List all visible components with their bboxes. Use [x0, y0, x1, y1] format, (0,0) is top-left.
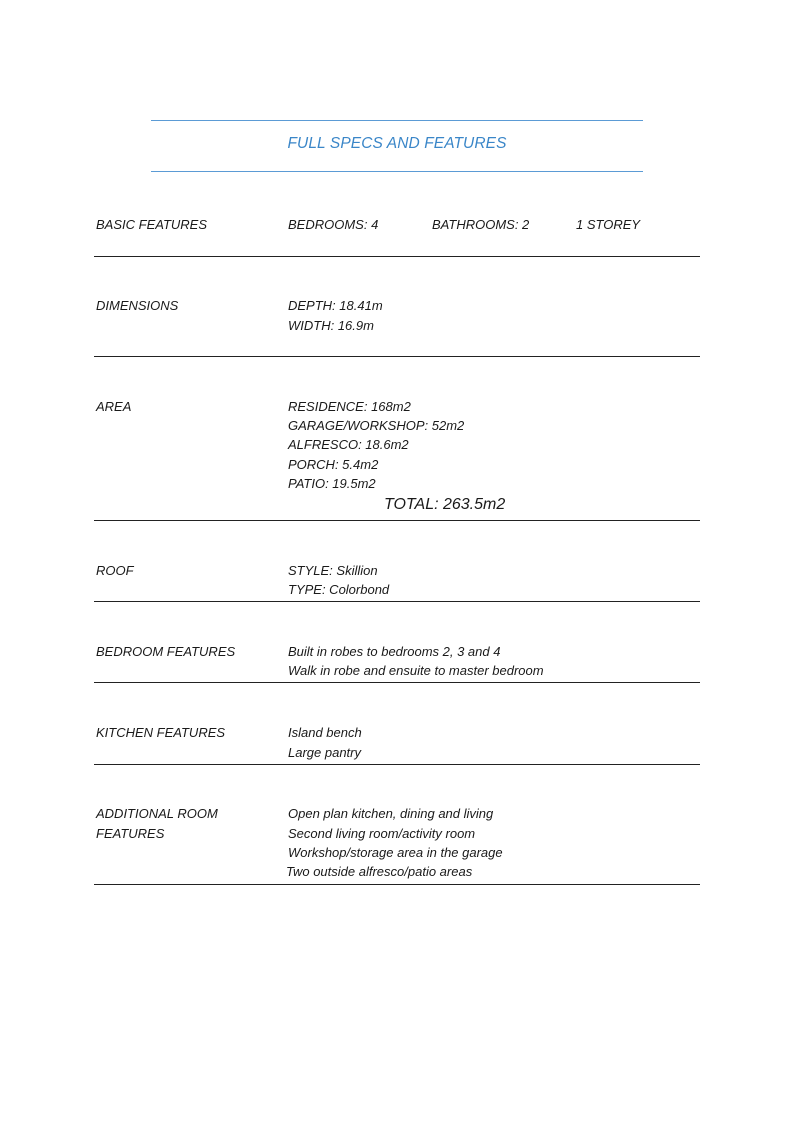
area-label: AREA	[96, 399, 132, 414]
bathrooms-value: BATHROOMS: 2	[432, 217, 530, 232]
area-total: TOTAL: 263.5m2	[384, 496, 506, 513]
kitchen-features-label: KITCHEN FEATURES	[96, 725, 226, 740]
bedroom-features-line: Built in robes to bedrooms 2, 3 and 4	[288, 644, 501, 659]
area-line: PORCH: 5.4m2	[288, 457, 379, 472]
section-divider	[94, 601, 700, 602]
additional-features-line: Workshop/storage area in the garage	[288, 845, 503, 860]
area-line: RESIDENCE: 168m2	[288, 399, 411, 414]
bedroom-features-label: BEDROOM FEATURES	[96, 644, 236, 659]
additional-features-line: Second living room/activity room	[288, 826, 476, 841]
section-divider	[94, 682, 700, 683]
roof-label: ROOF	[96, 563, 134, 578]
dimensions-line: DEPTH: 18.41m	[288, 298, 383, 313]
area-line: ALFRESCO: 18.6m2	[288, 437, 409, 452]
bedroom-features-line: Walk in robe and ensuite to master bedroom	[288, 663, 544, 678]
dimensions-label: DIMENSIONS	[96, 298, 179, 313]
roof-line: TYPE: Colorbond	[288, 582, 390, 597]
area-line: GARAGE/WORKSHOP: 52m2	[288, 418, 465, 433]
storey-value: 1 STOREY	[576, 217, 641, 232]
section-divider	[94, 520, 700, 521]
additional-features-line: Open plan kitchen, dining and living	[288, 806, 494, 821]
section-divider	[94, 356, 700, 357]
kitchen-features-line: Island bench	[288, 725, 362, 740]
section-divider	[94, 764, 700, 765]
section-divider	[94, 256, 700, 257]
title-bottom-rule	[151, 171, 643, 172]
roof-line: STYLE: Skillion	[288, 563, 378, 578]
additional-features-label: ADDITIONAL ROOM	[96, 806, 218, 821]
additional-features-label: FEATURES	[96, 826, 165, 841]
section-divider	[94, 884, 700, 885]
basic-features-label: BASIC FEATURES	[96, 217, 208, 232]
additional-features-line: Two outside alfresco/patio areas	[286, 864, 473, 879]
area-line: PATIO: 19.5m2	[288, 476, 376, 491]
bedrooms-value: BEDROOMS: 4	[288, 217, 379, 232]
kitchen-features-line: Large pantry	[288, 745, 361, 760]
dimensions-line: WIDTH: 16.9m	[288, 318, 374, 333]
page-title: FULL SPECS AND FEATURES	[287, 135, 507, 152]
title-top-rule	[151, 120, 643, 121]
